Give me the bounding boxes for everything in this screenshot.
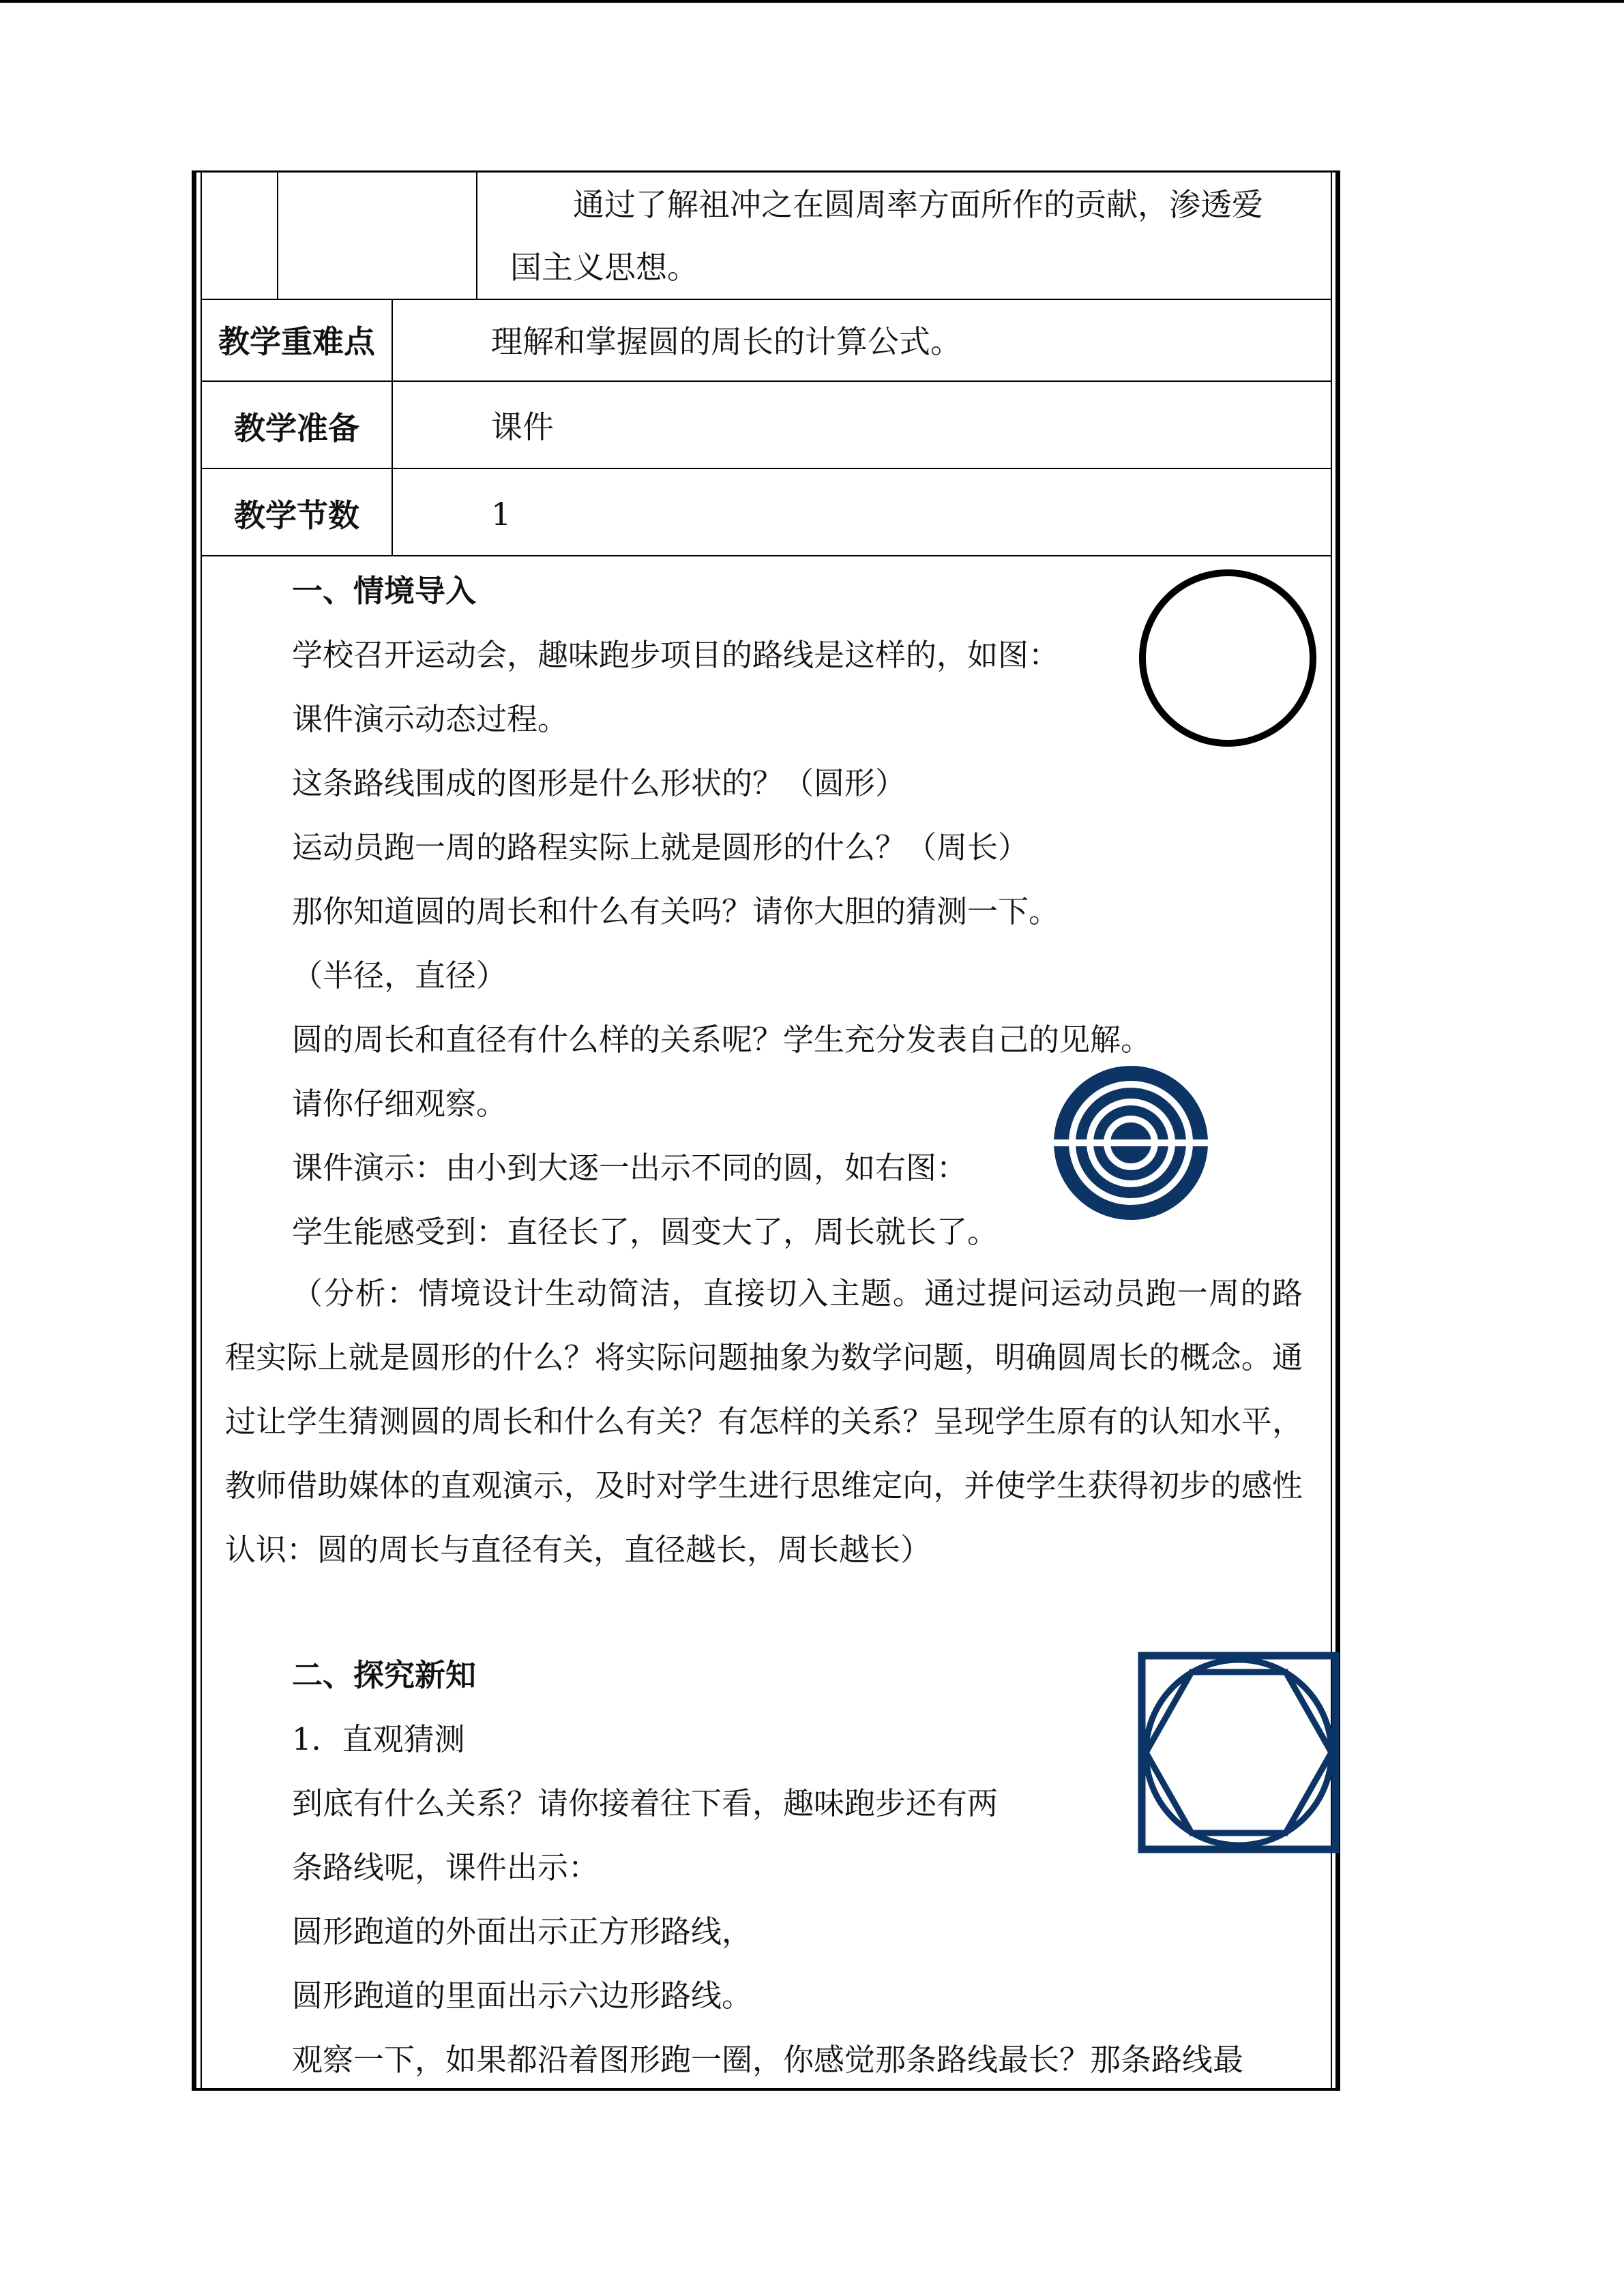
- body-line: （半径，直径）: [292, 957, 507, 994]
- row-label-periods: 教学节数: [234, 497, 359, 534]
- row-value-key-points: 理解和掌握圆的周长的计算公式。: [491, 323, 962, 360]
- row-divider: [201, 299, 1332, 300]
- body-line: 课件演示：由小到大逐一出示不同的圆，如右图：: [292, 1150, 968, 1186]
- row-label-preparation: 教学准备: [234, 410, 359, 447]
- top-row-divider-1: [277, 170, 278, 300]
- table-top-border: [192, 170, 1340, 173]
- row-label-key-points: 教学重难点: [218, 323, 375, 360]
- label-column-divider: [392, 299, 393, 556]
- row-divider: [201, 381, 1332, 382]
- table-left-border-thick: [192, 170, 196, 2091]
- row-divider: [201, 555, 1332, 556]
- objective-text-line1: 通过了解祖冲之在圆周率方面所作的贡献，渗透爱: [573, 186, 1263, 223]
- body-line: 那你知道圆的周长和什么有关吗？请你大胆的猜测一下。: [292, 893, 1060, 929]
- circle-track-figure: [1136, 566, 1320, 750]
- page-top-rule: [0, 0, 1624, 3]
- body-line: 这条路线围成的图形是什么形状的？（圆形）: [292, 765, 906, 801]
- body-line: 请你仔细观察。: [292, 1086, 507, 1122]
- body-line: 课件演示动态过程。: [292, 701, 569, 737]
- sub-heading: 1．直观猜测: [292, 1721, 465, 1757]
- row-value-preparation: 课件: [491, 408, 554, 445]
- body-line: 观察一下，如果都沿着图形跑一圈，你感觉那条路线最长？那条路线最: [292, 2042, 1244, 2078]
- row-value-periods: 1: [491, 496, 512, 533]
- objective-text-line2: 国主义思想。: [510, 249, 698, 286]
- section-heading: 二、探究新知: [292, 1657, 477, 1693]
- row-divider: [201, 468, 1332, 469]
- body-line: 到底有什么关系？请你接着往下看，趣味跑步还有两: [292, 1785, 999, 1821]
- table-left-border-thin: [201, 170, 202, 2091]
- section-heading: 一、情境导入: [292, 573, 477, 609]
- body-line: 学生能感受到：直径长了，圆变大了，周长就长了。: [292, 1214, 999, 1250]
- concentric-circles-figure: [1050, 1062, 1211, 1223]
- square-circle-hexagon-figure: [1138, 1652, 1342, 1856]
- body-line: 条路线呢，课件出示：: [292, 1849, 600, 1885]
- body-line: 学校召开运动会，趣味跑步项目的路线是这样的，如图：: [292, 637, 1060, 673]
- body-line: 圆形跑道的里面出示六边形路线。: [292, 1978, 753, 2014]
- body-line: 圆形跑道的外面出示正方形路线，: [292, 1913, 753, 1950]
- body-line: 圆的周长和直径有什么样的关系呢？学生充分发表自己的见解。: [292, 1022, 1152, 1058]
- top-row-divider-2: [476, 170, 477, 300]
- analysis-paragraph: （分析：情境设计生动简洁，直接切入主题。通过提问运动员跑一周的路程实际上就是圆形的什么？将实际问题抽象为数学问题，明确圆周长的概念。通过让学生猜测圆的周长和什么有关？有怎样的关系？呈现学生原有的认知水平，教师借助媒体的直观演示，及时对学生进行思维定向，并使学生获得初步的感性认识：圆的周长与直径有关，直径越长，周长越长）: [225, 1275, 1303, 1568]
- body-line: 运动员跑一周的路程实际上就是圆形的什么？（周长）: [292, 829, 1029, 865]
